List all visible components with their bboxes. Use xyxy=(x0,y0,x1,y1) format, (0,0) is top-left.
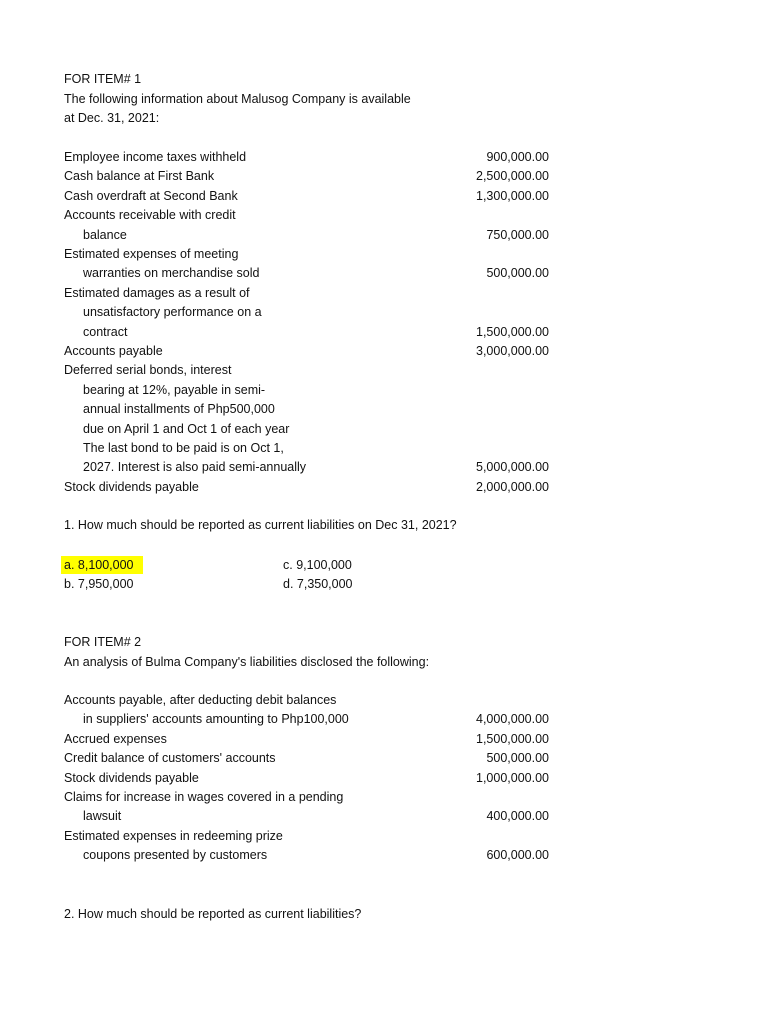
item2-line: coupons presented by customers xyxy=(83,848,268,863)
choice-d: d. 7,350,000 xyxy=(283,577,353,591)
item2-amount: 400,000.00 xyxy=(486,809,549,824)
item1-line: unsatisfactory performance on a xyxy=(83,305,262,320)
item1-amount: 2,500,000.00 xyxy=(476,169,549,184)
item2-amount: 500,000.00 xyxy=(486,751,549,766)
item1-line: Deferred serial bonds, interest xyxy=(64,363,232,378)
item1-line: Employee income taxes withheld xyxy=(64,150,247,164)
item1-amount: 500,000.00 xyxy=(486,266,549,281)
item1-line: Accounts receivable with credit xyxy=(64,208,236,223)
item1-intro-line-2: at Dec. 31, 2021: xyxy=(64,111,160,125)
item1-line: balance xyxy=(83,227,127,242)
item1-question: 1. How much should be reported as current liabilities on Dec 31, 2021? xyxy=(64,518,457,532)
item2-line: Stock dividends payable xyxy=(64,770,199,785)
item2-line: Estimated expenses in redeeming prize xyxy=(64,828,283,843)
item1-line: Stock dividends payable xyxy=(64,479,199,494)
item1-line: warranties on merchandise sold xyxy=(83,266,260,281)
item1-line: annual installments of Php500,000 xyxy=(83,402,275,417)
item1-intro-line-1: The following information about Malusog Company is available xyxy=(64,92,411,106)
item1-line: The last bond to be paid is on Oct 1, xyxy=(83,441,284,455)
item2-line: Credit balance of customers' accounts xyxy=(64,751,276,766)
item2-line: lawsuit xyxy=(83,809,122,824)
choice-c: c. 9,100,000 xyxy=(283,558,352,572)
item2-amount: 1,500,000.00 xyxy=(476,731,549,746)
item1-line: Cash balance at First Bank xyxy=(64,169,215,184)
item2-heading: FOR ITEM# 2 xyxy=(64,635,142,649)
item1-line: Estimated damages as a result of xyxy=(64,285,250,300)
item2-line: Accounts payable, after deducting debit balances xyxy=(64,693,337,707)
item1-amount: 3,000,000.00 xyxy=(476,344,549,358)
item1-amount: 750,000.00 xyxy=(486,227,549,242)
item1-amount: 5,000,000.00 xyxy=(476,460,549,475)
item1-line: bearing at 12%, payable in semi- xyxy=(83,382,266,397)
item1-line: contract xyxy=(83,324,128,339)
item1-heading: FOR ITEM# 1 xyxy=(64,72,142,86)
item2-intro: An analysis of Bulma Company's liabilities disclosed the following: xyxy=(64,655,430,669)
item1-amount: 900,000.00 xyxy=(486,150,549,164)
item1-line: Estimated expenses of meeting xyxy=(64,247,239,261)
item1-line: Accounts payable xyxy=(64,344,163,358)
item2-line: Accrued expenses xyxy=(64,731,167,746)
item1-amount: 2,000,000.00 xyxy=(476,479,549,494)
item1-amount: 1,500,000.00 xyxy=(476,324,549,339)
item1-line: Cash overdraft at Second Bank xyxy=(64,188,238,203)
item1-line: 2027. Interest is also paid semi-annually xyxy=(83,460,307,475)
item2-question: 2. How much should be reported as current liabilities? xyxy=(64,907,362,921)
item1-line: due on April 1 and Oct 1 of each year xyxy=(83,421,290,436)
choice-a: a. 8,100,000 xyxy=(64,558,134,572)
item2-line: in suppliers' accounts amounting to Php100,000 xyxy=(83,712,349,727)
choice-b: b. 7,950,000 xyxy=(64,577,134,591)
item2-line: Claims for increase in wages covered in a pending xyxy=(64,790,344,804)
item2-amount: 4,000,000.00 xyxy=(476,712,549,727)
item2-amount: 600,000.00 xyxy=(486,848,549,863)
item1-amount: 1,300,000.00 xyxy=(476,188,549,203)
item2-amount: 1,000,000.00 xyxy=(476,770,549,785)
